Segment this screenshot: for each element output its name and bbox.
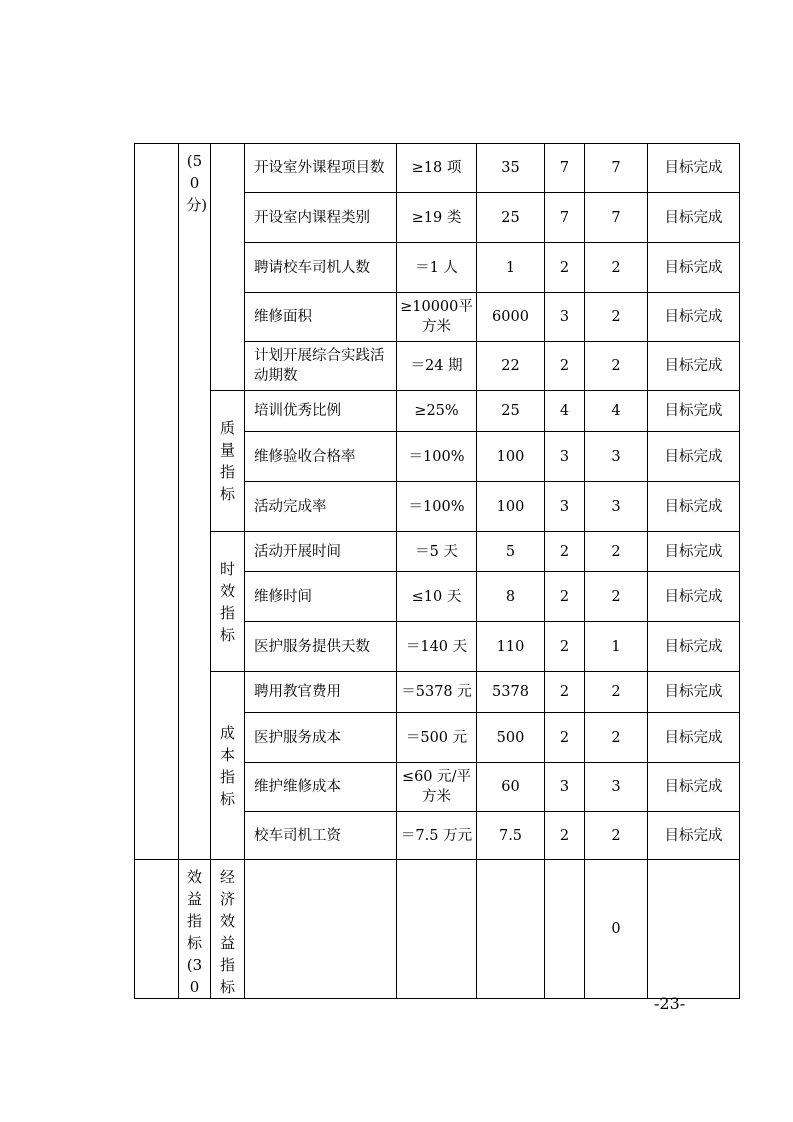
page-number: -23- xyxy=(654,994,686,1013)
status-text: 目标完成 xyxy=(648,672,740,713)
actual-value: 22 xyxy=(477,342,545,391)
status-text: 目标完成 xyxy=(648,243,740,293)
indicator-item: 活动开展时间 xyxy=(245,532,397,572)
score-value: 3 xyxy=(585,482,648,532)
weight-value: 3 xyxy=(545,432,585,482)
indicator-item: 聘请校车司机人数 xyxy=(245,243,397,293)
benefit-group-cell xyxy=(179,860,211,999)
actual-value: 6000 xyxy=(477,293,545,342)
actual-value: 5378 xyxy=(477,672,545,713)
status-text: 目标完成 xyxy=(648,482,740,532)
status-text: 目标完成 xyxy=(648,432,740,482)
level1-blank-cell xyxy=(135,144,179,860)
score-value: 7 xyxy=(585,144,648,193)
performance-table xyxy=(134,143,740,999)
score-value: 4 xyxy=(585,391,648,432)
indicator-item: 开设室外课程项目数 xyxy=(245,144,397,193)
indicator-item: 医护服务提供天数 xyxy=(245,622,397,672)
indicator-item xyxy=(245,860,397,999)
weight-value xyxy=(545,860,585,999)
status-text: 目标完成 xyxy=(648,391,740,432)
score-value: 0 xyxy=(585,860,648,999)
target-value: ＝24 期 xyxy=(397,342,477,391)
score-value: 3 xyxy=(585,432,648,482)
table-row xyxy=(135,144,740,193)
indicator-item: 医护服务成本 xyxy=(245,713,397,763)
indicator-item: 开设室内课程类别 xyxy=(245,193,397,243)
score-value: 2 xyxy=(585,572,648,622)
weight-value: 2 xyxy=(545,342,585,391)
weight-value: 2 xyxy=(545,812,585,860)
score-value: 2 xyxy=(585,243,648,293)
indicator-item: 维修验收合格率 xyxy=(245,432,397,482)
status-text: 目标完成 xyxy=(648,293,740,342)
actual-value: 110 xyxy=(477,622,545,672)
weight-value: 7 xyxy=(545,193,585,243)
target-value: ≥18 项 xyxy=(397,144,477,193)
status-text: 目标完成 xyxy=(648,193,740,243)
target-value: ＝5 天 xyxy=(397,532,477,572)
target-value: ≤60 元/平方米 xyxy=(397,763,477,812)
status-text: 目标完成 xyxy=(648,144,740,193)
weight-value: 2 xyxy=(545,532,585,572)
status-text: 目标完成 xyxy=(648,812,740,860)
actual-value: 1 xyxy=(477,243,545,293)
indicator-item: 计划开展综合实践活动期数 xyxy=(245,342,397,391)
actual-value: 5 xyxy=(477,532,545,572)
table-row xyxy=(135,532,740,572)
actual-value: 25 xyxy=(477,193,545,243)
cost-group-label: 成本指标 xyxy=(219,723,235,808)
score-value: 2 xyxy=(585,293,648,342)
status-text: 目标完成 xyxy=(648,622,740,672)
weight-value: 3 xyxy=(545,293,585,342)
weight-value: 2 xyxy=(545,713,585,763)
score-value: 2 xyxy=(585,532,648,572)
quantity-group-cell xyxy=(211,144,245,391)
weight-value: 7 xyxy=(545,144,585,193)
actual-value: 500 xyxy=(477,713,545,763)
status-text: 目标完成 xyxy=(648,572,740,622)
actual-value: 7.5 xyxy=(477,812,545,860)
output-score-cell xyxy=(179,144,211,860)
score-value: 2 xyxy=(585,342,648,391)
target-value: ＝7.5 万元 xyxy=(397,812,477,860)
target-value: ＝500 元 xyxy=(397,713,477,763)
table-row xyxy=(135,391,740,432)
weight-value: 4 xyxy=(545,391,585,432)
score-value: 1 xyxy=(585,622,648,672)
target-value xyxy=(397,860,477,999)
quality-group-cell xyxy=(211,391,245,532)
weight-value: 2 xyxy=(545,672,585,713)
economic-benefit-label: 经济效益指标 xyxy=(219,868,235,996)
target-value: ＝5378 元 xyxy=(397,672,477,713)
table-row xyxy=(135,860,740,999)
actual-value: 100 xyxy=(477,432,545,482)
status-text xyxy=(648,860,740,999)
target-value: ≤10 天 xyxy=(397,572,477,622)
score-value: 7 xyxy=(585,193,648,243)
target-value: ＝140 天 xyxy=(397,622,477,672)
benefit-group-label: 效益指标(30 xyxy=(186,868,203,996)
score-value: 2 xyxy=(585,672,648,713)
weight-value: 2 xyxy=(545,622,585,672)
status-text: 目标完成 xyxy=(648,532,740,572)
score-value: 3 xyxy=(585,763,648,812)
weight-value: 2 xyxy=(545,243,585,293)
status-text: 目标完成 xyxy=(648,342,740,391)
target-value: ＝100% xyxy=(397,432,477,482)
actual-value: 25 xyxy=(477,391,545,432)
actual-value: 35 xyxy=(477,144,545,193)
indicator-item: 校车司机工资 xyxy=(245,812,397,860)
status-text: 目标完成 xyxy=(648,763,740,812)
economic-benefit-cell xyxy=(211,860,245,999)
timeliness-group-cell xyxy=(211,532,245,672)
weight-value: 3 xyxy=(545,482,585,532)
target-value: ≥19 类 xyxy=(397,193,477,243)
quality-group-label: 质量指标 xyxy=(219,419,235,503)
timeliness-group-label: 时效指标 xyxy=(219,559,235,644)
level1-blank-cell xyxy=(135,860,179,999)
target-value: ＝100% xyxy=(397,482,477,532)
indicator-item: 聘用教官费用 xyxy=(245,672,397,713)
actual-value: 8 xyxy=(477,572,545,622)
weight-value: 2 xyxy=(545,572,585,622)
table-row xyxy=(135,672,740,713)
output-score-label: (50分) xyxy=(186,152,208,214)
score-value: 2 xyxy=(585,812,648,860)
indicator-item: 维修时间 xyxy=(245,572,397,622)
target-value: ≥10000平方米 xyxy=(397,293,477,342)
actual-value xyxy=(477,860,545,999)
indicator-item: 维修面积 xyxy=(245,293,397,342)
target-value: ≥25% xyxy=(397,391,477,432)
score-value: 2 xyxy=(585,713,648,763)
target-value: ＝1 人 xyxy=(397,243,477,293)
weight-value: 3 xyxy=(545,763,585,812)
indicator-item: 活动完成率 xyxy=(245,482,397,532)
indicator-item: 维护维修成本 xyxy=(245,763,397,812)
actual-value: 100 xyxy=(477,482,545,532)
actual-value: 60 xyxy=(477,763,545,812)
status-text: 目标完成 xyxy=(648,713,740,763)
indicator-item: 培训优秀比例 xyxy=(245,391,397,432)
cost-group-cell xyxy=(211,672,245,860)
